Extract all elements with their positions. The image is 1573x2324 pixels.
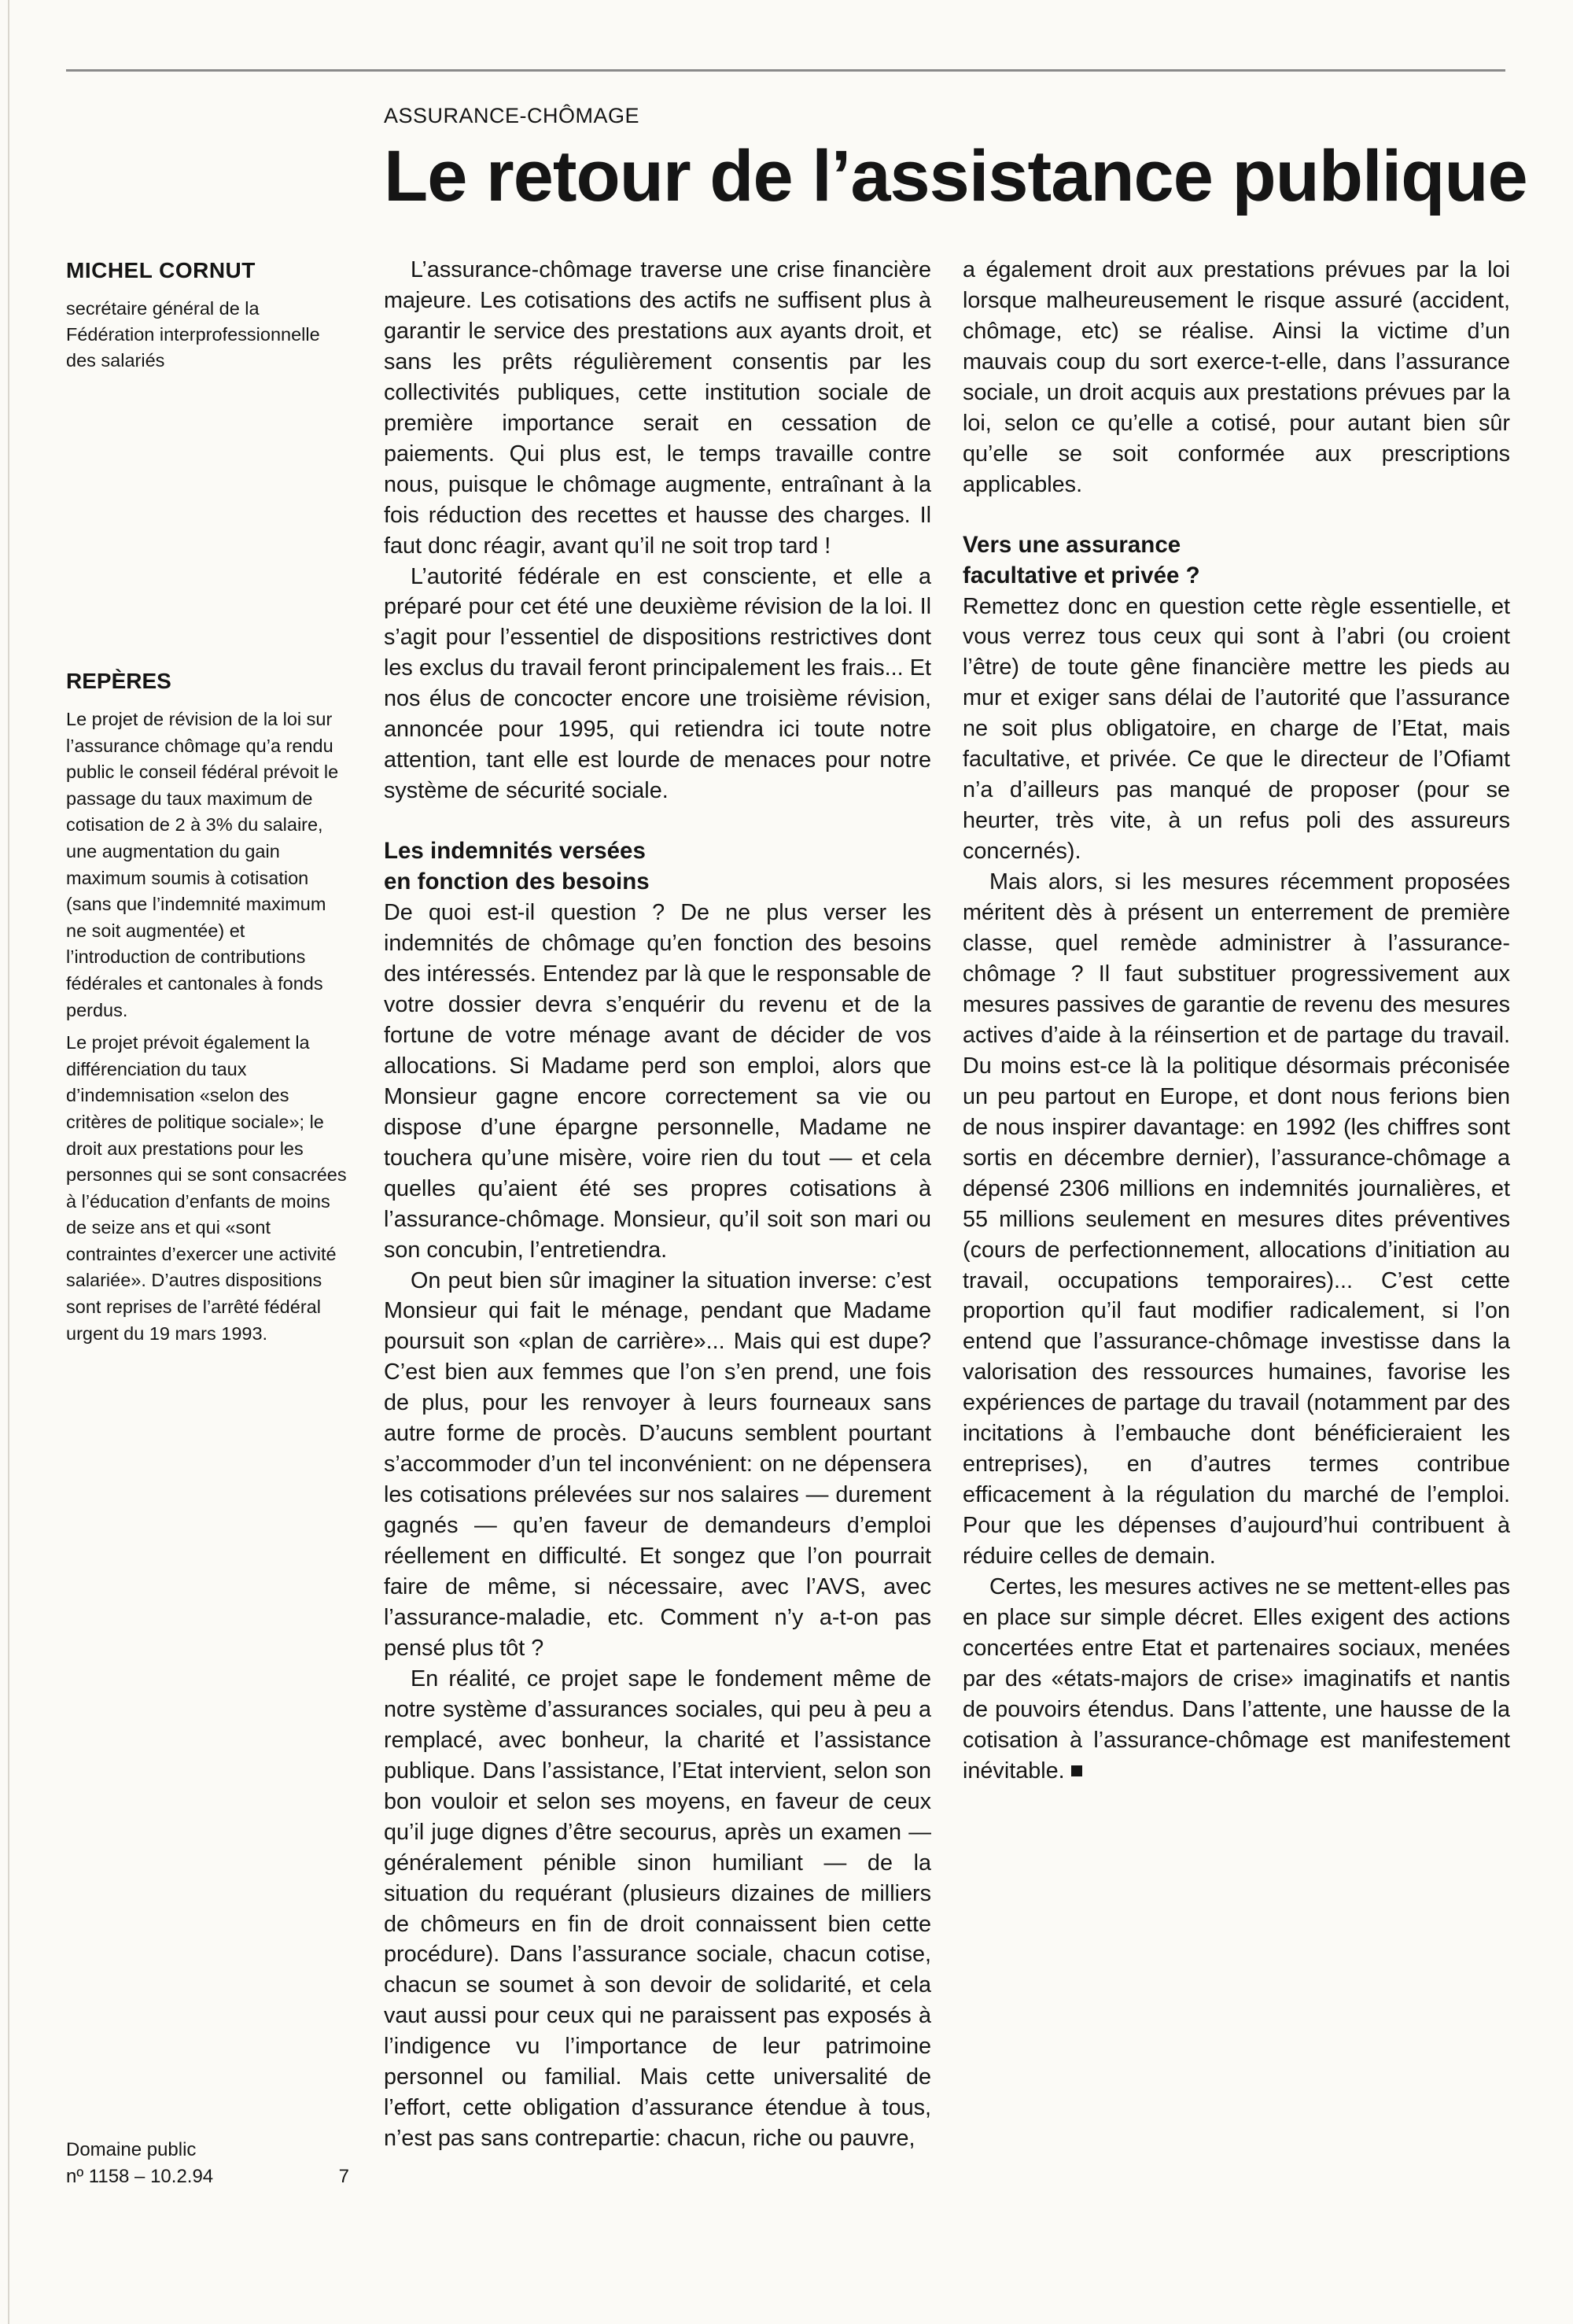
article-column-1 (384, 255, 931, 2182)
body-paragraph (963, 1572, 1510, 1787)
section-heading (963, 530, 1510, 592)
section-heading-line: en fonction des besoins (384, 869, 650, 895)
article-kicker: ASSURANCE-CHÔMAGE (384, 104, 640, 127)
article-title: Le retour de l’assistance publique (384, 136, 1527, 216)
page-edge (8, 0, 9, 2324)
section-heading-line: facultative et privée ? (963, 562, 1200, 588)
article-column-2 (963, 255, 1510, 2182)
section-heading-line: Vers une assurance (963, 531, 1181, 558)
body-paragraph: De quoi est-il question ? De ne plus verser les indemnités de chômage qu’en fonction des besoins des intéressés. Entendez par là que le responsable de votre dossier devra s’enquérir du revenu et de la fortune de votre ménage avant de décider de vos allocations. Si Madame perd son emploi, alors que Monsieur gagne encore correctement sa vie ou dispose d’une épargne personnelle, Madame ne touchera qu’une misère, voire rien du tout — et cela quelles qu’aient été ses propres cotisations à l’assurance-chômage. Monsieur, qu’il soit son mari ou son concubin, l’entretiendra. (384, 900, 931, 1263)
page-footer (66, 2137, 349, 2190)
intro-paragraph: L’assurance-chômage traverse une crise financière majeure. Les cotisations des actifs ne suffisent plus à garantir le service des prestations aux ayants droit, et sans les prêts régulièrement consentis par les collectivités publiques, cette institution sociale de première importance serait en cessation de paiements. Qui plus est, le temps travaille contre nous, puisque le chômage augmente, entraînant à la fois réduction des recettes et hausse des charges. Il faut donc réagir, avant qu’il ne soit trop tard ! (384, 257, 931, 559)
reperes-heading: REPÈRES (66, 669, 171, 693)
reperes-paragraph: Le projet de révision de la loi sur l’assurance chômage qu’a rendu public le conseil fédéral prévoit le passage du taux maximum de cotisation de 2 à 3% du salaire, une augmentation du gain maximum soumis à cotisation (sans que l’indemnité maximum ne soit augmentée) et l’introduction de contributions fédérales et cantonales à fonds perdus. (66, 709, 339, 1020)
intro-paragraph: L’autorité fédérale en est consciente, et elle a préparé pour cet été une deuxième révision de la loi. Il s’agit pour l’essentiel de dispositions restrictives dont les exclus du travail feront principalement les frais... Et nos élus de concocter encore une troisième révision, annoncée pour 1995, qui retiendra ici toute notre attention, tant elle est lourde de menaces pour notre système de sécurité sociale. (384, 563, 931, 804)
section-heading-line: Les indemnités versées (384, 838, 646, 865)
end-of-article-mark (1071, 1765, 1082, 1776)
author-role: secrétaire général de la Fédération interprofessionnelle des salariés (66, 298, 320, 371)
body-paragraph-continued: a également droit aux prestations prévues par la loi lorsque malheureusement le risque assuré (accident, chômage, etc) se réalise. Ainsi la victime d’un mauvais coup du sort exerce-t-elle, dans l’assurance sociale, un droit acquis aux prestations prévues par la loi, selon ce qu’elle a cotisé, pour autant bien sûr qu’elle se soit conformée aux prescriptions applicables. (963, 257, 1510, 497)
body-paragraph: Remettez donc en question cette règle essentielle, et vous verrez tous ceux qui sont à l’abri (ou croient l’être) de toute gêne financière mettre les pieds au mur et exiger sans délai de l’autorité que l’assurance ne soit plus obligatoire, en charge de l’Etat, mais facultative, et privée. Ce que le directeur de l’Ofiamt n’a d’ailleurs pas manqué de proposer (pour se heurter, très vite, à un refus poli des assureurs concernés). (963, 593, 1510, 865)
reperes-paragraph: Le projet prévoit également la différenciation du taux d’indemnisation «selon des critères de politique sociale»; le droit aux prestations pour les personnes qui se sont consacrées à l’éducation d’enfants de moins de seize ans et qui «sont contraintes d’exercer une activité salariée». D’autres dispositions sont reprises de l’arrêté fédéral urgent du 19 mars 1993. (66, 1032, 347, 1344)
top-rule (66, 69, 1505, 72)
final-paragraph-text: Certes, les mesures actives ne se mettent-elles pas en place sur simple décret. Elles exigent des actions concertées entre Etat et partenaires sociaux, menées par des «états-majors de crise» imaginatifs et nantis de pouvoirs étendus. Dans l’attente, une hausse de la cotisation à l’assurance-chômage est manifestement inévitable. (963, 1574, 1510, 1784)
body-paragraph: Mais alors, si les mesures récemment proposées méritent dès à présent un enterrement de première classe, quel remède administrer à l’assurance-chômage ? Il faut substituer progressivement aux mesures passives de garantie de revenu des mesures actives d’aide à la réinsertion et de partage du travail. Du moins est-ce là la politique désormais préconisée un peu partout en Europe, et dont nous ferions bien de nous inspirer davantage: en 1992 (les chiffres sont sortis en décembre dernier), l’assurance-chômage a dépensé 2306 millions en indemnités journalières, et 55 millions seulement en mesures dites préventives (cours de perfectionnement, allocations d’initiation au travail, occupations temporaires)... C’est cette proportion qu’il faut modifier radicalement, si l’on entend que l’assurance-chômage investisse dans la valorisation des ressources humaines, favorise les expériences de partage du travail (notamment par des incitations à l’embauche dont bénéficieraient les entreprises), en d’autres termes contribue efficacement à la régulation du marché de l’emploi. Pour que les dépenses d’aujourd’hui contribuent à réduire celles de demain. (963, 869, 1510, 1570)
section-heading (384, 836, 931, 898)
body-paragraph: On peut bien sûr imaginer la situation inverse: c’est Monsieur qui fait le ménage, pendant que Madame poursuit son «plan de carrière»... Mais qui est dupe? C’est bien aux femmes que l’on s’en prend, une fois de plus, pour les renvoyer à leurs fourneaux sans autre forme de procès. D’aucuns semblent pourtant s’accommoder d’un tel inconvénient: on ne dépensera les cotisations prélevées sur nos salaires — durement gagnés — qu’en faveur de demandeurs d’emploi réellement en difficulté. Et songez que l’on pourrait faire de même, si nécessaire, avec l’AVS, avec l’assurance-maladie, etc. Comment n’y a-t-on pas pensé plus tôt ? (384, 1267, 931, 1661)
reperes-box (66, 706, 349, 1353)
page-number: 7 (338, 2166, 349, 2187)
issue-number: nº 1158 – 10.2.94 (66, 2166, 214, 2187)
body-paragraph: En réalité, ce projet sape le fondement même de notre système d’assurances sociales, qui peu à peu a remplacé, avec bonheur, la charité et l’assistance publique. Dans l’assistance, l’Etat intervient, selon son bon vouloir et selon ses moyens, en faveur de ceux qu’il juge dignes d’être secourus, après un examen — généralement pénible sinon humiliant — de la situation du requérant (plusieurs dizaines de milliers de chômeurs en fin de droit connaissent bien cette procédure). Dans l’assurance sociale, chacun cotise, chacun se soumet à son devoir de solidarité, et cela vaut aussi pour ceux qui ne paraissent pas exposés à l’indigence vu l’importance de leur patrimoine personnel ou familial. Mais cette universalité de l’effort, cette obligation d’assurance étendue à tous, n’est pas sans contrepartie: chacun, riche ou pauvre, (384, 1666, 931, 2152)
publication-name: Domaine public (66, 2139, 197, 2160)
author-name: MICHEL CORNUT (66, 258, 256, 282)
